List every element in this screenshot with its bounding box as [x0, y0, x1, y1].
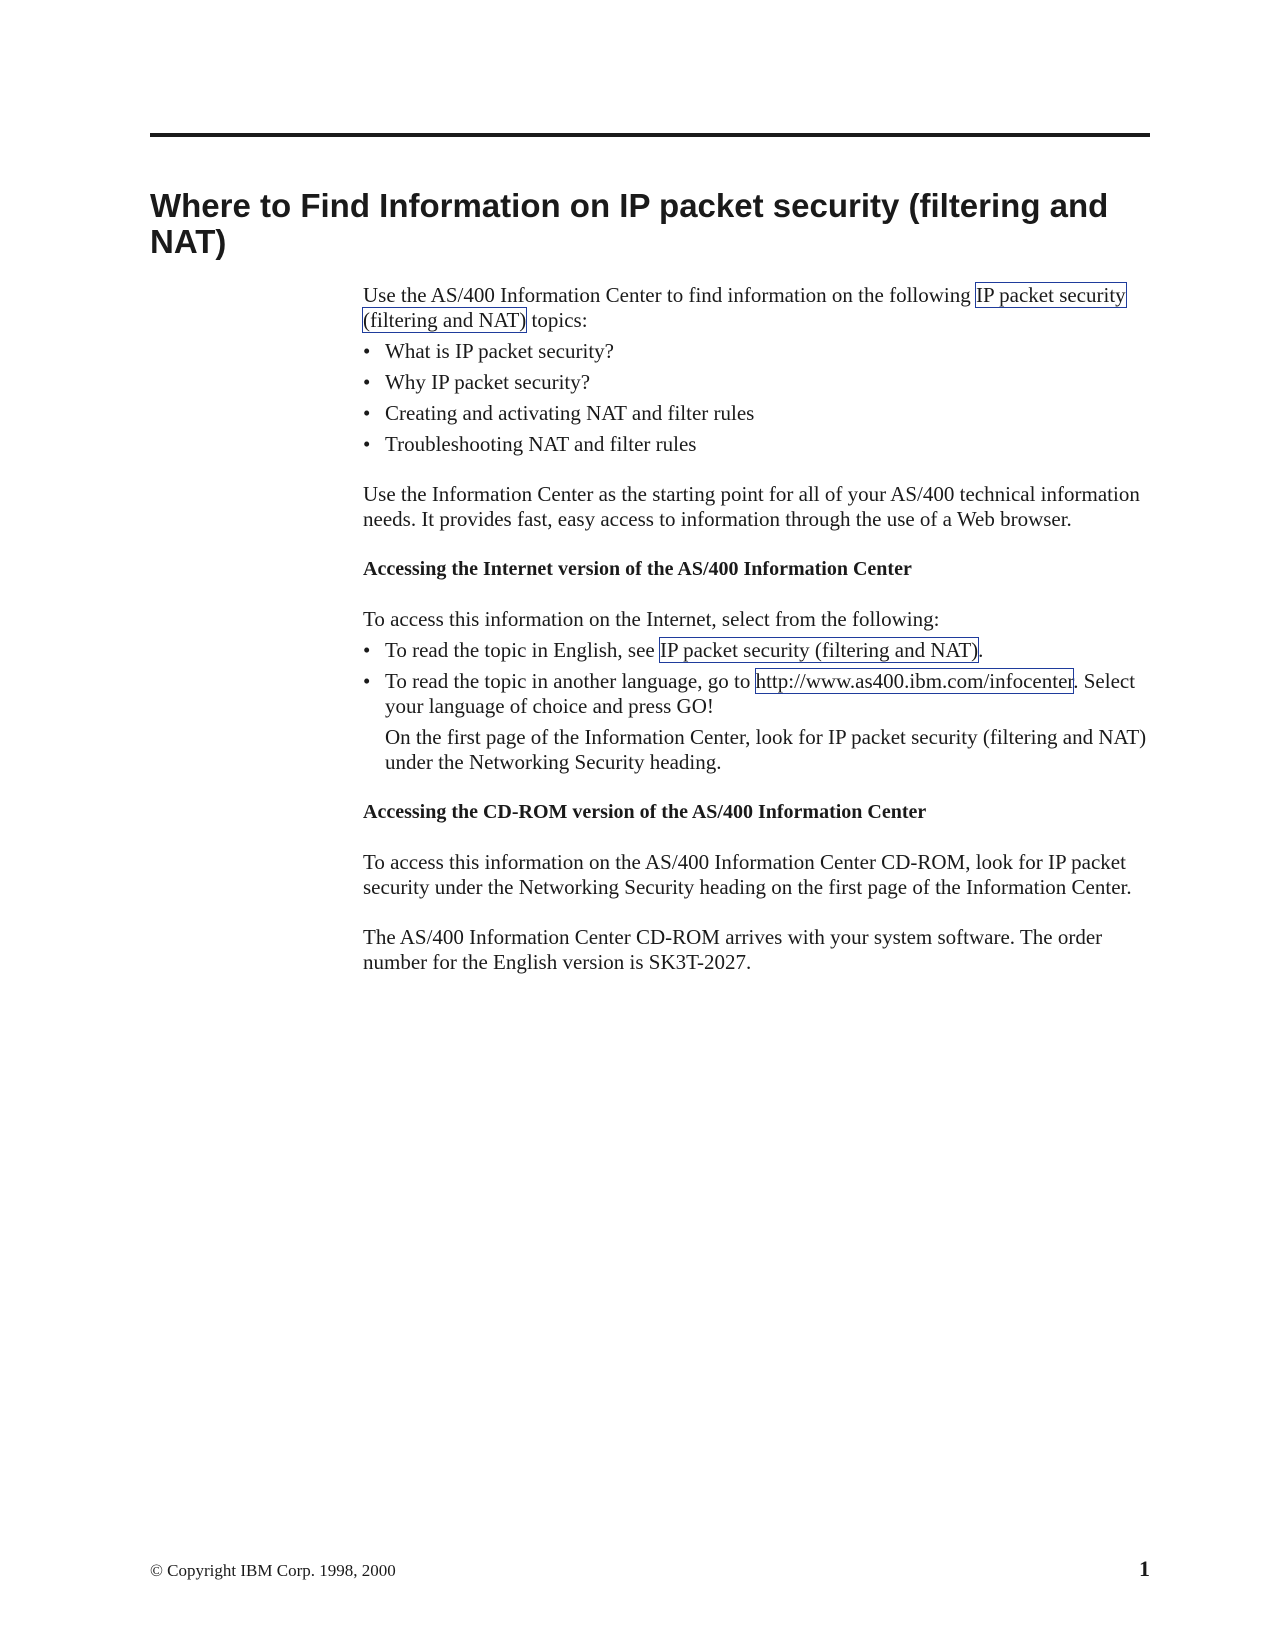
topics-list [363, 339, 1153, 457]
internet-intro: To access this information on the Internet, select from the following: [363, 607, 940, 631]
page-number: 1 [1139, 1556, 1150, 1581]
page-title: Where to Find Information on IP packet security (filtering and NAT) [150, 187, 1109, 260]
main-content [363, 283, 1153, 975]
intro-paragraph [363, 283, 1153, 333]
bullet-icon: • [363, 638, 371, 662]
language-item-text-before: To read the topic in another language, go to [385, 669, 756, 693]
list-item [363, 638, 1153, 663]
intro-text-before: Use the AS/400 Information Center to find information on the following [363, 283, 976, 307]
english-item-text-before: To read the topic in English, see [385, 638, 660, 662]
list-item [363, 339, 1153, 364]
list-item [363, 432, 1153, 457]
starting-point-paragraph: Use the Information Center as the starting point for all of your AS/400 technical information needs. It provides fast, easy access to information through the use of a Web browser. [363, 482, 1140, 531]
english-item-text-after: . [978, 638, 984, 662]
internet-options-list [363, 638, 1153, 775]
topic-text: Creating and activating NAT and filter rules [385, 401, 755, 425]
first-page-note: On the first page of the Information Center, look for IP packet security (filtering and NAT) under the Networking Security heading. [385, 725, 1147, 774]
list-item [363, 669, 1153, 775]
topic-text: Troubleshooting NAT and filter rules [385, 432, 697, 456]
ip-packet-security-link[interactable]: IP packet security (filtering and NAT) [363, 283, 1126, 332]
language-item-text-after: . Select your language of choice and press GO! [385, 669, 1136, 718]
top-rule [150, 133, 1150, 137]
cdrom-order-paragraph: The AS/400 Information Center CD-ROM arrives with your system software. The order number for the English version is SK3T-2027. [363, 925, 1103, 974]
cdrom-paragraph: To access this information on the AS/400 Information Center CD-ROM, look for IP packet security under the Networking Security heading on the first page of the Information Center. [363, 850, 1132, 899]
footer-copyright: © Copyright IBM Corp. 1998, 2000 [150, 1561, 396, 1580]
topic-text: Why IP packet security? [385, 370, 591, 394]
list-item [363, 401, 1153, 426]
bullet-icon: • [363, 401, 371, 425]
bullet-icon: • [363, 339, 371, 363]
bullet-icon: • [363, 669, 371, 693]
topic-text: What is IP packet security? [385, 339, 614, 363]
internet-section-heading: Accessing the Internet version of the AS/400 Information Center [363, 558, 912, 580]
infocenter-url-link[interactable]: http://www.as400.ibm.com/infocenter [755, 669, 1074, 693]
bullet-icon: • [363, 370, 371, 394]
english-topic-link[interactable]: IP packet security (filtering and NAT) [659, 638, 979, 662]
cdrom-section-heading: Accessing the CD-ROM version of the AS/400 Information Center [363, 801, 927, 823]
intro-text-after: topics: [526, 308, 588, 332]
list-item [363, 370, 1153, 395]
bullet-icon: • [363, 432, 371, 456]
